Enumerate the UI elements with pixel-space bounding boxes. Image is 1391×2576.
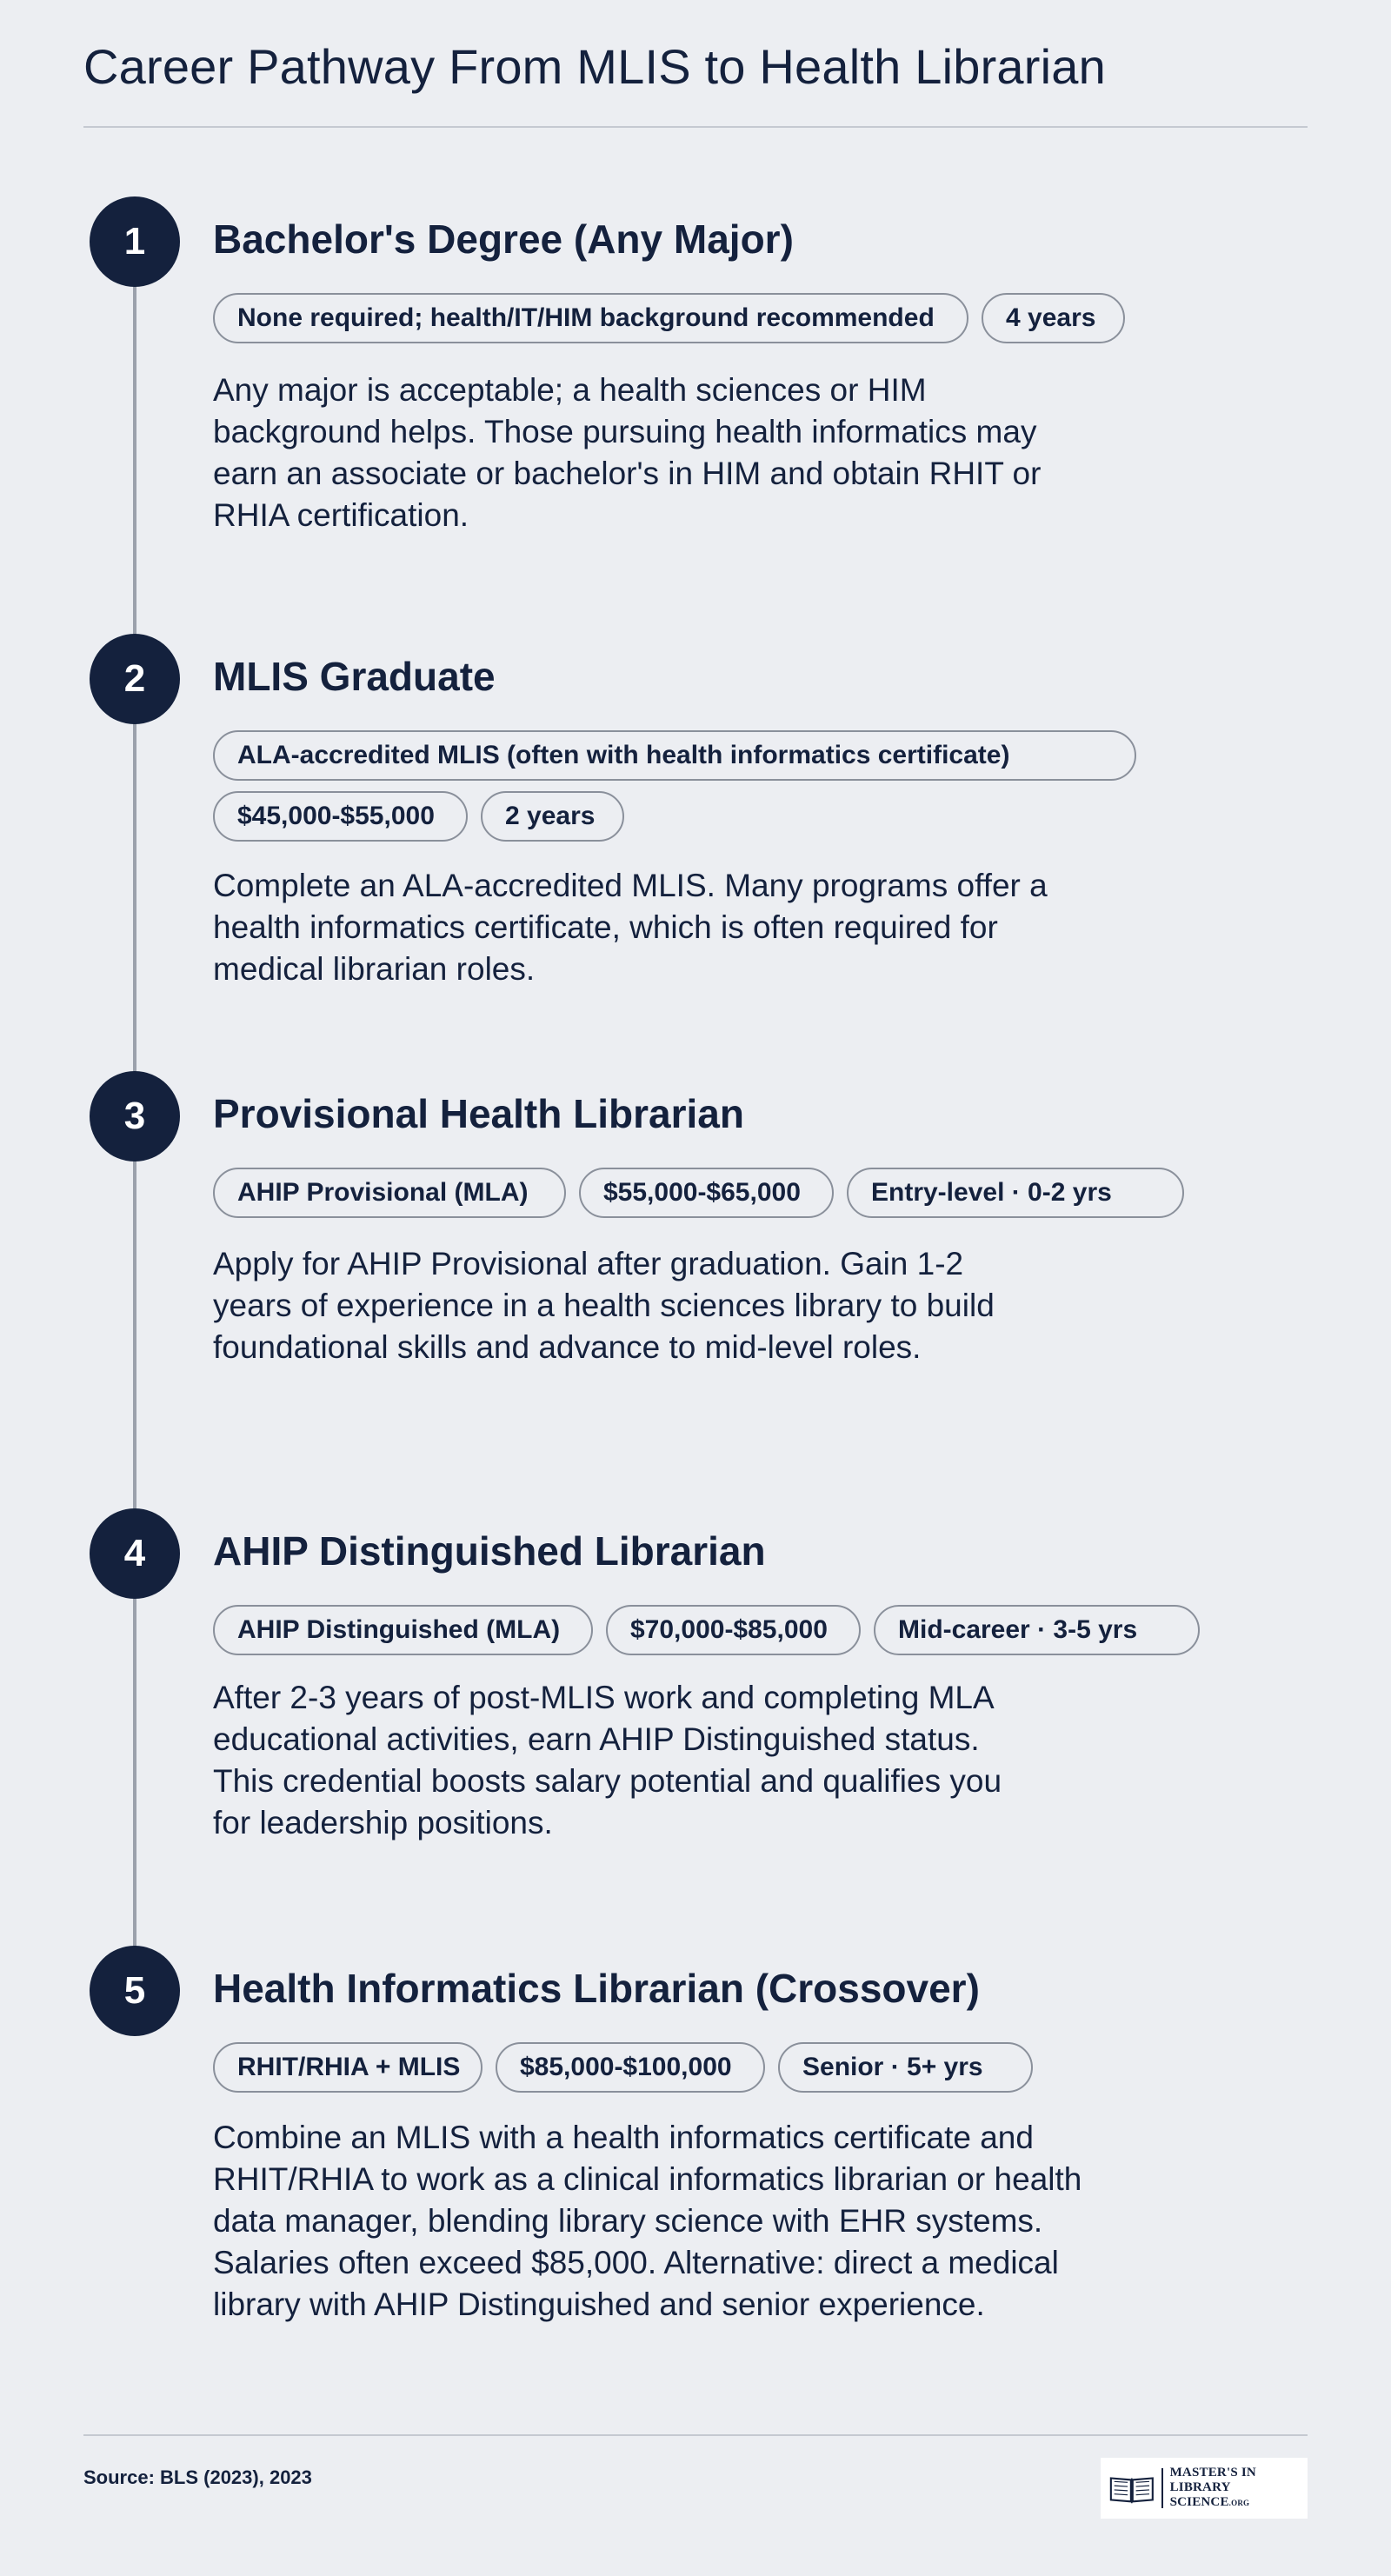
tag-row bbox=[213, 1168, 1213, 1218]
experience-tag: Mid-career · 3-5 yrs bbox=[874, 1605, 1200, 1655]
step-description: Complete an ALA-accredited MLIS. Many programs offer a health informatics certificate, which is often required for medical librarian roles. bbox=[213, 868, 1048, 987]
step-description: Combine an MLIS with a health informatics certificate and RHIT/RHIA to work as a clinical informatics librarian or health data manager, blending library science with EHR systems. Salaries often exceed $85,000. Alternative: direct a medical library with AHIP Distinguished and senior experience. bbox=[213, 2120, 1082, 2322]
logo-line-2-text: LIBRARY SCIENCE bbox=[1169, 2480, 1231, 2509]
logo-line-2 bbox=[1170, 2480, 1308, 2511]
logo-line-1: MASTER'S IN bbox=[1169, 2466, 1256, 2479]
step-tags bbox=[213, 2042, 1213, 2103]
salary-tag: $45,000-$55,000 bbox=[213, 791, 468, 842]
credential-tag: ALA-accredited MLIS (often with health informatics certificate) bbox=[213, 730, 1136, 781]
step-number-badge: 1 bbox=[90, 196, 180, 287]
experience-tag: Senior · 5+ yrs bbox=[778, 2042, 1033, 2093]
logo-divider bbox=[1161, 2468, 1163, 2508]
step-title: MLIS Graduate bbox=[213, 654, 496, 699]
duration-tag: 4 years bbox=[982, 293, 1125, 343]
salary-tag: $55,000-$65,000 bbox=[579, 1168, 834, 1218]
site-logo[interactable] bbox=[1101, 2458, 1308, 2519]
page-title: Career Pathway From MLIS to Health Librarian bbox=[83, 39, 1106, 94]
step-title: AHIP Distinguished Librarian bbox=[213, 1528, 766, 1574]
step-number-badge: 3 bbox=[90, 1071, 180, 1162]
step-title: Bachelor's Degree (Any Major) bbox=[213, 216, 794, 262]
credential-tag: RHIT/RHIA + MLIS bbox=[213, 2042, 483, 2093]
step-tags bbox=[213, 293, 1213, 354]
source-note: Source: BLS (2023), 2023 bbox=[83, 2466, 312, 2488]
tag-row bbox=[213, 293, 1213, 343]
open-book-icon bbox=[1108, 2471, 1156, 2506]
step-tags bbox=[213, 730, 1213, 852]
salary-tag: $70,000-$85,000 bbox=[606, 1605, 861, 1655]
step-description: Any major is acceptable; a health sciences or HIM background helps. Those pursuing health informatics may earn an associate or bachelor's in HIM and obtain RHIT or RHIA certification. bbox=[213, 372, 1042, 533]
credential-tag: AHIP Distinguished (MLA) bbox=[213, 1605, 593, 1655]
tag-row bbox=[213, 730, 1213, 781]
step-description: After 2-3 years of post-MLIS work and completing MLA educational activities, earn AHIP Distinguished status. This credential boosts salary potential and qualifies you for leadership positions. bbox=[213, 1680, 1002, 1840]
logo-suffix: .ORG bbox=[1228, 2499, 1250, 2507]
logo-wordmark bbox=[1170, 2466, 1308, 2511]
credential-tag: AHIP Provisional (MLA) bbox=[213, 1168, 566, 1218]
tag-row bbox=[213, 791, 1213, 842]
step-number-badge: 4 bbox=[90, 1508, 180, 1599]
salary-tag: $85,000-$100,000 bbox=[496, 2042, 765, 2093]
step-title: Health Informatics Librarian (Crossover) bbox=[213, 1966, 980, 2011]
step-number-badge: 2 bbox=[90, 634, 180, 724]
tag-row bbox=[213, 1605, 1213, 1655]
duration-tag: 2 years bbox=[481, 791, 624, 842]
step-number-badge: 5 bbox=[90, 1946, 180, 2036]
tag-row bbox=[213, 2042, 1213, 2093]
experience-tag: Entry-level · 0-2 yrs bbox=[847, 1168, 1184, 1218]
header-divider bbox=[83, 126, 1308, 128]
step-tags bbox=[213, 1168, 1213, 1228]
education-requirement-tag: None required; health/IT/HIM background recommended bbox=[213, 293, 968, 343]
footer-divider bbox=[83, 2434, 1308, 2436]
step-title: Provisional Health Librarian bbox=[213, 1091, 744, 1136]
step-tags bbox=[213, 1605, 1213, 1666]
step-description: Apply for AHIP Provisional after graduation. Gain 1-2 years of experience in a health sciences library to build foundational skills and advance to mid-level roles. bbox=[213, 1246, 995, 1365]
